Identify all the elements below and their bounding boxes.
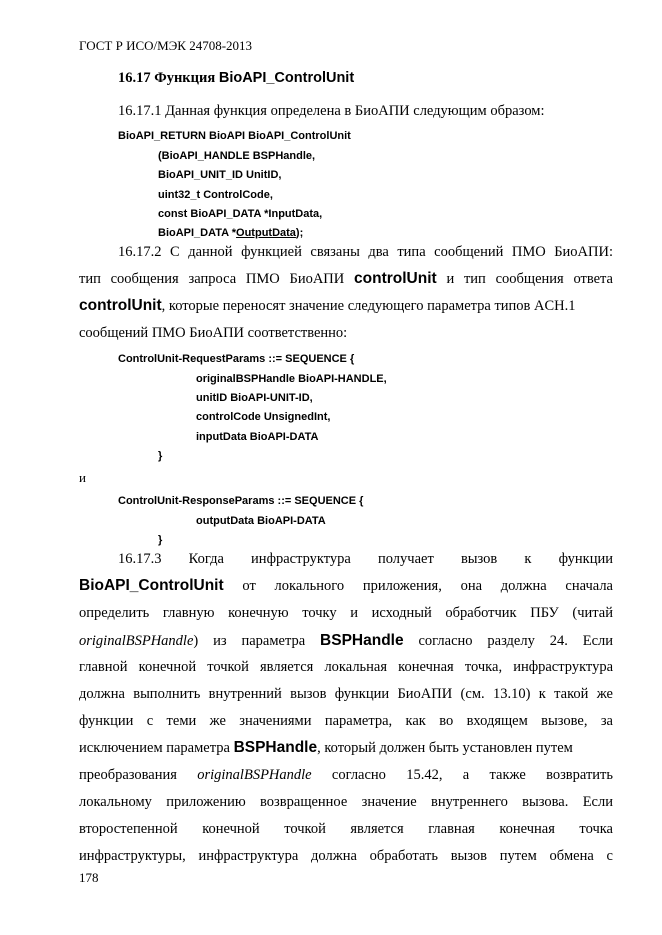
section-function-name: BioAPI_ControlUnit: [218, 70, 355, 86]
paragraph-16-17-3-line: определить главную конечную точку и исходный обработчик ПБУ (читай: [79, 605, 613, 621]
code-signature: BioAPI_RETURN BioAPI BioAPI_ControlUnit: [118, 130, 351, 142]
message-type-controlunit: controlUnit: [79, 297, 162, 314]
asn1-close-brace: }: [158, 450, 163, 462]
param-bsphandle: BSPHandle: [320, 632, 404, 649]
paragraph-16-17-3-line: исключением параметра BSPHandle, который должен быть установлен путем: [79, 739, 573, 756]
asn1-field: inputData BioAPI-DATA: [196, 431, 319, 443]
paragraph-16-17-3-line: функции с теми же значениями параметра, как во входящем вызове, за: [79, 713, 613, 729]
page-number: 178: [79, 870, 99, 885]
paragraph-16-17-3-line: originalBSPHandle) из параметра BSPHandle согласно разделу 24. Если: [79, 632, 614, 649]
function-name-bold: BioAPI_ControlUnit: [79, 577, 224, 594]
message-type-controlunit: controlUnit: [354, 270, 437, 287]
paragraph-16-17-3-line: второстепенной конечной точкой является главная конечная точка: [79, 821, 613, 837]
code-underlined-param: OutputData: [236, 227, 296, 239]
paragraph-16-17-3-line: должна выполнить внутренний вызов функции БиоАПИ (см. 13.10) к такой же: [79, 686, 613, 702]
code-param-line: const BioAPI_DATA *InputData,: [158, 208, 323, 220]
code-param-line: BioAPI_UNIT_ID UnitID,: [158, 169, 282, 181]
asn1-response-head: ControlUnit-ResponseParams ::= SEQUENCE {: [118, 495, 364, 507]
paragraph-16-17-2-line: controlUnit, которые переносят значение следующего параметра типов ACH.1: [79, 297, 576, 314]
conjunction: и: [79, 470, 86, 485]
code-last-prefix: BioAPI_DATA *: [158, 227, 237, 239]
asn1-close-brace: }: [158, 534, 163, 546]
paragraph-16-17-3-line: преобразования originalBSPHandle согласно 15.42, а также возвратить: [79, 767, 613, 783]
paragraph-16-17-2-line: сообщений ПМО БиоАПИ соответственно:: [79, 325, 348, 341]
standard-header: ГОСТ Р ИСО/МЭК 24708-2013: [79, 38, 253, 53]
code-param-line: uint32_t ControlCode,: [158, 189, 273, 201]
paragraph-16-17-3-line: главной конечной точкой является локальная конечная точка, инфраструктура: [79, 659, 613, 675]
asn1-field: unitID BioAPI-UNIT-ID,: [196, 392, 313, 404]
asn1-field: controlCode UnsignedInt,: [196, 411, 331, 423]
code-last-suffix: );: [295, 227, 304, 239]
asn1-field: originalBSPHandle BioAPI-HANDLE,: [196, 373, 387, 385]
code-param-last-line: [158, 227, 303, 240]
code-param-line: (BioAPI_HANDLE BSPHandle,: [158, 150, 316, 162]
param-bsphandle: BSPHandle: [233, 739, 318, 756]
paragraph-16-17-1: 16.17.1 Данная функция определена в БиоАПИ следующим образом:: [118, 103, 545, 119]
paragraph-16-17-2-line: 16.17.2 С данной функцией связаны два типа сообщений ПМО БиоАПИ:: [118, 244, 613, 260]
paragraph-16-17-3-line: локальному приложению возвращенное значение внутреннего вызова. Если: [79, 794, 613, 810]
paragraph-16-17-3-line: инфраструктуры, инфраструктура должна обработать вызов путем обмена с: [79, 848, 613, 864]
paragraph-16-17-2-line: тип сообщения запроса ПМО БиоАПИ controlUnit и тип сообщения ответа: [79, 270, 613, 287]
asn1-request-head: ControlUnit-RequestParams ::= SEQUENCE {: [118, 353, 355, 365]
asn1-field: outputData BioAPI-DATA: [196, 515, 326, 527]
section-title: [118, 70, 354, 87]
section-number-label: 16.17 Функция: [118, 70, 216, 86]
paragraph-16-17-3-line: BioAPI_ControlUnit от локального приложения, она должна сначала: [79, 577, 613, 594]
paragraph-16-17-3-line: 16.17.3 Когда инфраструктура получает вызов к функции: [118, 551, 613, 567]
